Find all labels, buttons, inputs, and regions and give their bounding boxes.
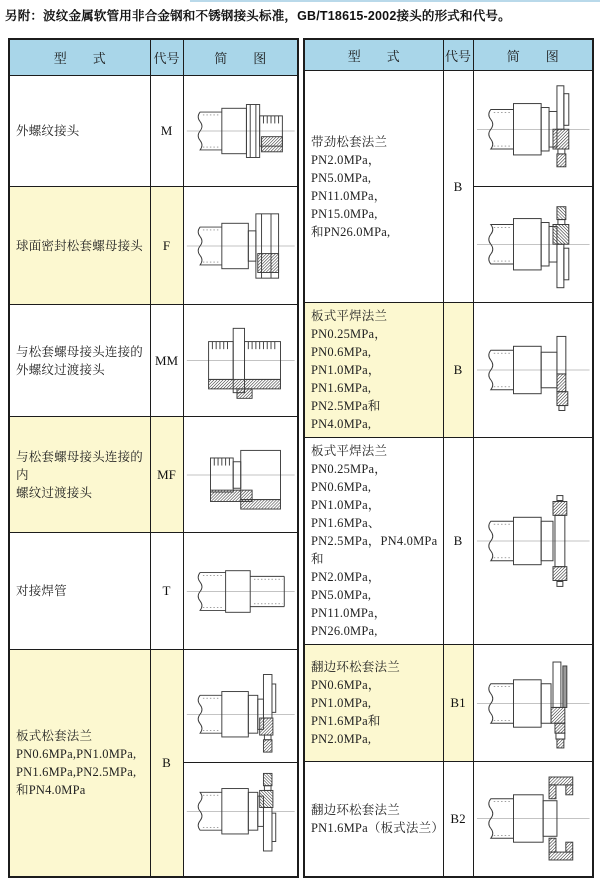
- type-line: 翻边环松套法兰: [311, 658, 440, 676]
- table-row: [9, 305, 298, 417]
- diagram-cell: [183, 305, 298, 417]
- table-row: [304, 645, 593, 762]
- plate-weld-flange-a-diagram: [474, 315, 593, 425]
- diagram-cell: [183, 533, 298, 650]
- top-edge-artifact: [190, 0, 600, 2]
- type-cell: [304, 645, 443, 762]
- code-cell: [150, 75, 183, 186]
- type-line: 带劲松套法兰: [311, 133, 440, 151]
- type-cell: [304, 762, 443, 877]
- type-line: 和PN4.0MPa: [16, 781, 147, 799]
- male-female-diagram: [184, 426, 298, 524]
- type-line: PN1.6MPa和PN2.0MPa,: [311, 712, 440, 748]
- code-cell: [150, 305, 183, 417]
- diagram-cell: [473, 762, 593, 877]
- header-row: [9, 39, 298, 75]
- type-line: 与松套螺母接头连接的: [16, 343, 147, 361]
- fitting-table-left: [8, 38, 299, 878]
- type-line: 球面密封松套螺母接头: [16, 237, 147, 255]
- diagram-cell: [473, 438, 593, 645]
- type-line: PN1.0MPa，PN1.6MPa、: [311, 496, 440, 532]
- type-cell: [9, 417, 150, 533]
- male-thread-diagram: [184, 84, 298, 178]
- type-line: PN2.0MPa，PN5.0MPa,: [311, 568, 440, 604]
- type-cell: [9, 533, 150, 650]
- code-cell: [150, 187, 183, 305]
- code-label: B: [162, 755, 171, 770]
- type-line: 板式平焊法兰: [311, 307, 440, 325]
- code-cell: [150, 533, 183, 650]
- table-row: [9, 417, 298, 533]
- type-line: PN1.6MPa,PN2.5MPa,: [16, 763, 147, 781]
- code-label: M: [161, 123, 173, 138]
- type-cell: [9, 75, 150, 186]
- type-line: 和PN26.0MPa,: [311, 223, 440, 241]
- code-label: F: [163, 238, 170, 253]
- diagram-cell: [183, 75, 298, 186]
- flare-ring-plate-flange-diagram: [474, 762, 593, 875]
- type-line: 板式松套法兰: [16, 727, 147, 745]
- plate-weld-flange-b-diagram: [474, 484, 593, 598]
- table-row: [304, 303, 593, 438]
- header-row: [304, 39, 593, 71]
- code-label: B: [454, 179, 463, 194]
- type-line: PN2.0MPa，PN5.0MPa,: [311, 151, 440, 187]
- diagram-cell: [473, 71, 593, 303]
- type-line: 与松套螺母接头连接的内: [16, 448, 147, 484]
- neck-loose-flange-upper-diagram: [474, 72, 593, 187]
- header-type: 型 式: [304, 39, 443, 71]
- plate-loose-flange-upper-diagram: [184, 666, 298, 763]
- plate-loose-flange-lower-diagram: [184, 762, 298, 860]
- code-label: MF: [157, 467, 176, 482]
- type-line: PN1.0MPa，PN1.6MPa,: [311, 361, 440, 397]
- code-cell: [150, 417, 183, 533]
- type-line: PN2.5MPa和PN4.0MPa,: [311, 397, 440, 433]
- diagram-cell: [183, 650, 298, 877]
- type-line: PN0.6MPa，PN1.0MPa,: [311, 676, 440, 712]
- code-label: B: [454, 362, 463, 377]
- diagram-cell: [183, 187, 298, 305]
- butt-weld-diagram: [184, 542, 298, 641]
- diagram-cell: [473, 645, 593, 762]
- code-cell: [443, 645, 473, 762]
- page-title: 另附：波纹金属软管用非合金钢和不锈钢接头标准，GB/T18615-2002接头的形式和代号。: [5, 6, 597, 24]
- type-line: 对接焊管: [16, 582, 147, 600]
- code-cell: [443, 438, 473, 645]
- table-row: [304, 71, 593, 303]
- code-label: B1: [450, 695, 465, 710]
- type-line: PN11.0MPa，PN15.0MPa,: [311, 187, 440, 223]
- loose-nut-diagram: [184, 196, 298, 296]
- type-line: PN1.6MPa（板式法兰）: [311, 819, 440, 837]
- code-label: B: [454, 533, 463, 548]
- code-cell: [443, 71, 473, 303]
- type-line: 板式平焊法兰: [311, 442, 440, 460]
- type-cell: [304, 303, 443, 438]
- code-label: B2: [450, 811, 465, 826]
- table-row: [9, 187, 298, 305]
- code-label: MM: [155, 353, 178, 368]
- header-type: 型 式: [9, 39, 150, 75]
- type-line: PN11.0MPa，PN26.0MPa,: [311, 604, 440, 640]
- type-line: PN2.5MPa，PN4.0MPa和: [311, 532, 440, 568]
- flare-ring-flange-diagram: [474, 646, 593, 761]
- fitting-tables: [8, 38, 594, 878]
- type-cell: [304, 71, 443, 303]
- type-cell: [9, 650, 150, 877]
- type-line: PN0.6MPa,PN1.0MPa,: [16, 745, 147, 763]
- type-cell: [304, 438, 443, 645]
- neck-loose-flange-lower-diagram: [474, 186, 593, 302]
- code-cell: [443, 762, 473, 877]
- code-label: T: [163, 583, 171, 598]
- header-code: 代号: [443, 39, 473, 71]
- type-line: PN0.25MPa，PN0.6MPa,: [311, 460, 440, 496]
- type-line: PN0.25MPa，PN0.6MPa,: [311, 325, 440, 361]
- code-cell: [150, 650, 183, 877]
- header-diagram: 简 图: [183, 39, 298, 75]
- header-diagram: 简 图: [473, 39, 593, 71]
- double-male-diagram: [184, 313, 298, 408]
- code-cell: [443, 303, 473, 438]
- diagram-cell: [183, 417, 298, 533]
- header-code: 代号: [150, 39, 183, 75]
- diagram-cell: [473, 303, 593, 438]
- table-row: [304, 438, 593, 645]
- table-row: [9, 75, 298, 186]
- fitting-table-right: [303, 38, 594, 878]
- type-line: 螺纹过渡接头: [16, 484, 147, 502]
- type-cell: [9, 187, 150, 305]
- table-row: [304, 762, 593, 877]
- table-row: [9, 533, 298, 650]
- type-line: 外螺纹接头: [16, 122, 147, 140]
- table-row: [9, 650, 298, 877]
- type-line: 翻边环松套法兰: [311, 801, 440, 819]
- type-line: 外螺纹过渡接头: [16, 361, 147, 379]
- type-cell: [9, 305, 150, 417]
